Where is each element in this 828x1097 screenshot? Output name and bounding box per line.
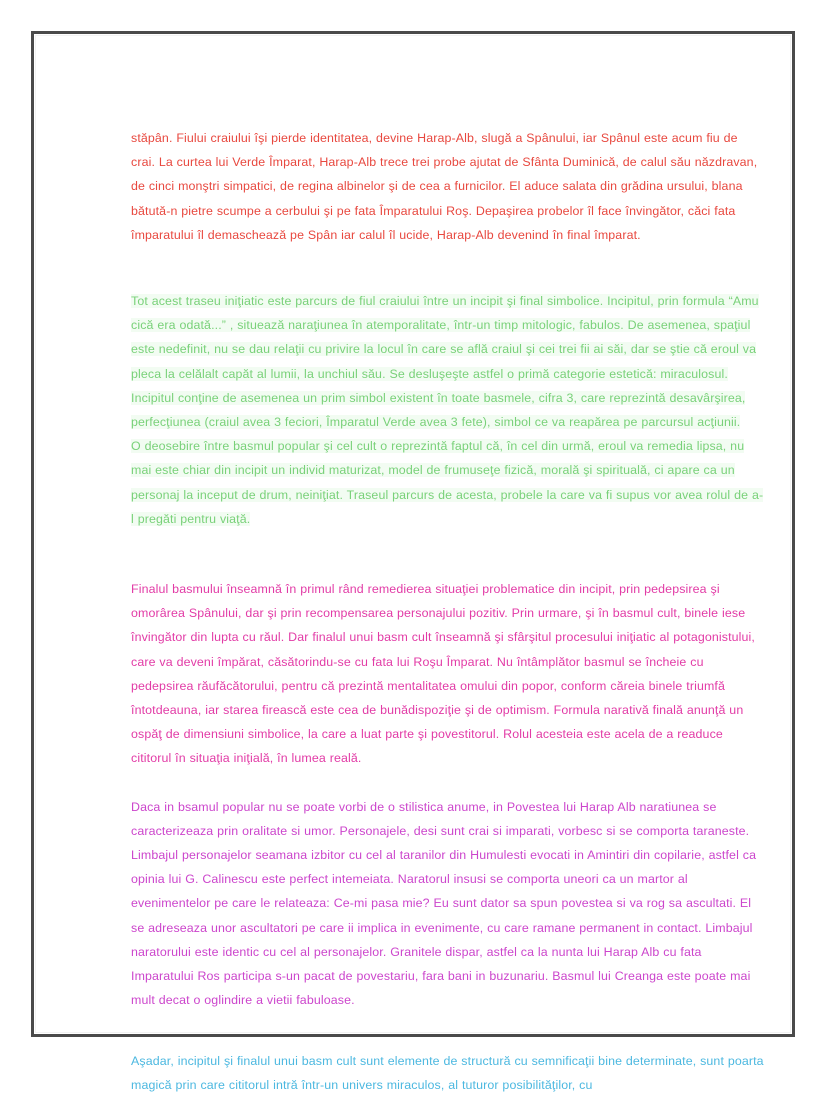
paragraph-green-incipit	[131, 289, 765, 434]
page-border-frame	[31, 31, 795, 1092]
paragraph-cyan-conclusion: Aşadar, incipitul şi finalul unui basm cult sunt elemente de structură cu semnificaţii bine determinate, sunt poarta magică prin care cititorul intră într-un univers miraculos, al tuturor posibilităţilor, cu	[131, 1053, 764, 1092]
paragraph-spacer	[131, 247, 765, 289]
document-body	[131, 126, 765, 1097]
paragraph-spacer	[131, 771, 765, 795]
paragraph-red-plot-summary: stăpân. Fiului craiului îşi pierde identitatea, devine Harap-Alb, slugă a Spânului, iar Spânul este acum fiu de crai. La curtea lui Verde Împarat, Harap-Alb trece trei probe ajutat de Sfânta Duminică, de calul său năzdravan, de cinci monştri simpatici, de regina albinelor şi de cea a furnicilor. El aduce salata din grădina ursului, blana bătută-n pietre scumpe a cerbului şi pe fata Împaratului Roş. Depaşirea probelor îl face învingător, căci fata împaratului îl demaschează pe Spân iar calul îl ucide, Harap-Alb devenind în final împarat.	[131, 131, 758, 242]
paragraph-magenta-finalul: Finalul basmului înseamnă în primul rând remedierea situaţiei problematice din incipit, prin pedepsirea şi omorârea Spânului, dar şi prin recompensarea personajului pozitiv. Prin urmare, şi în basmul cult, binele iese învingător din lupta cu răul. Dar finalul unui basm cult înseamnă şi sfârşitul procesului iniţiatic al potagonistului, care va deveni împărat, căsătorindu-se cu fata lui Roşu Împarat. Nu întâmplător basmul se încheie cu pedepsirea răufăcătorului, pentru că prezintă mentalitatea omului din popor, conform căreia binele triumfă întotdeauna, iar starea firească este cea de bunădispoziţie şi de optimism. Formula narativă finală anunţă un ospăţ de dimensiuni simbolice, la care a luat parte şi povestitorul. Rolul acesteia este acela de a readuce cititorul în situaţia iniţială, în lumea reală.	[131, 582, 755, 766]
green-highlight-run: O deosebire între basmul popular şi cel cult o reprezintă faptul că, în cel din urmă, eroul va remedia lipsa, nu mai este chiar din incipit un individ maturizat, model de frumuseţe fizică, morală şi spirituală, ci apare ca un personaj la inceput de drum, neiniţiat. Traseul parcurs de acesta, probele la care va fi supus vor avea rolul de a-l pregăti pentru viaţă.	[131, 439, 764, 526]
paragraph-spacer	[131, 1013, 765, 1049]
paragraph-purple-stilistica: Daca in bsamul popular nu se poate vorbi de o stilistica anume, in Povestea lui Harap Alb naratiunea se caracterizeaza prin oralitate si umor. Personajele, desi sunt crai si imparati, vorbesc si se comporta taraneste. Limbajul personajelor seamana izbitor cu cel al taranilor din Humulesti evocati in Amintiri din copilarie, astfel ca opinia lui G. Calinescu este perfect intemeiata. Naratorul insusi se comporta uneori ca un martor al evenimentelor pe care le relateaza: Ce-mi pasa mie? Eu sunt dator sa spun povestea si va rog sa ascultati. El se adreseaza unor ascultatori pe care ii implica in evenimente, cu care ramane permanent in contact. Limbajul naratorului este identic cu cel al personajelor. Granitele dispar, astfel ca la nunta lui Harap Alb cu fata Imparatului Ros participa s-un pacat de povestariu, fara bani in buzunariu. Basmul lui Creanga este poate mai mult decat o oglindire a vietii fabuloase.	[131, 799, 757, 1008]
paragraph-green-deosebire	[131, 434, 765, 531]
paragraph-spacer	[131, 531, 765, 577]
green-highlight-run: Tot acest traseu iniţiatic este parcurs de fiul craiului între un incipit şi final simbolice. Incipitul, prin formula “Amu cică era odată...” , situează naraţiunea în atemporalitate, într-un timp mitologic, fabulos. De asemenea, spaţiul este nedefinit, nu se dau relaţii cu privire la locul în care se află craiul şi cei trei fii ai săi, dar se ştie că eroul va pleca la celălalt capăt al lumii, la unchiul său. Se desluşeşte astfel o primă categorie estetică: miraculosul. Incipitul conţine de asemenea un prim simbol existent în toate basmele, cifra 3, care reprezintă desavârşirea, perfecţiunea (craiul avea 3 feciori, Împaratul Verde avea 3 fete), simbol ce va reapărea pe parcursul acţiunii.	[131, 294, 759, 430]
